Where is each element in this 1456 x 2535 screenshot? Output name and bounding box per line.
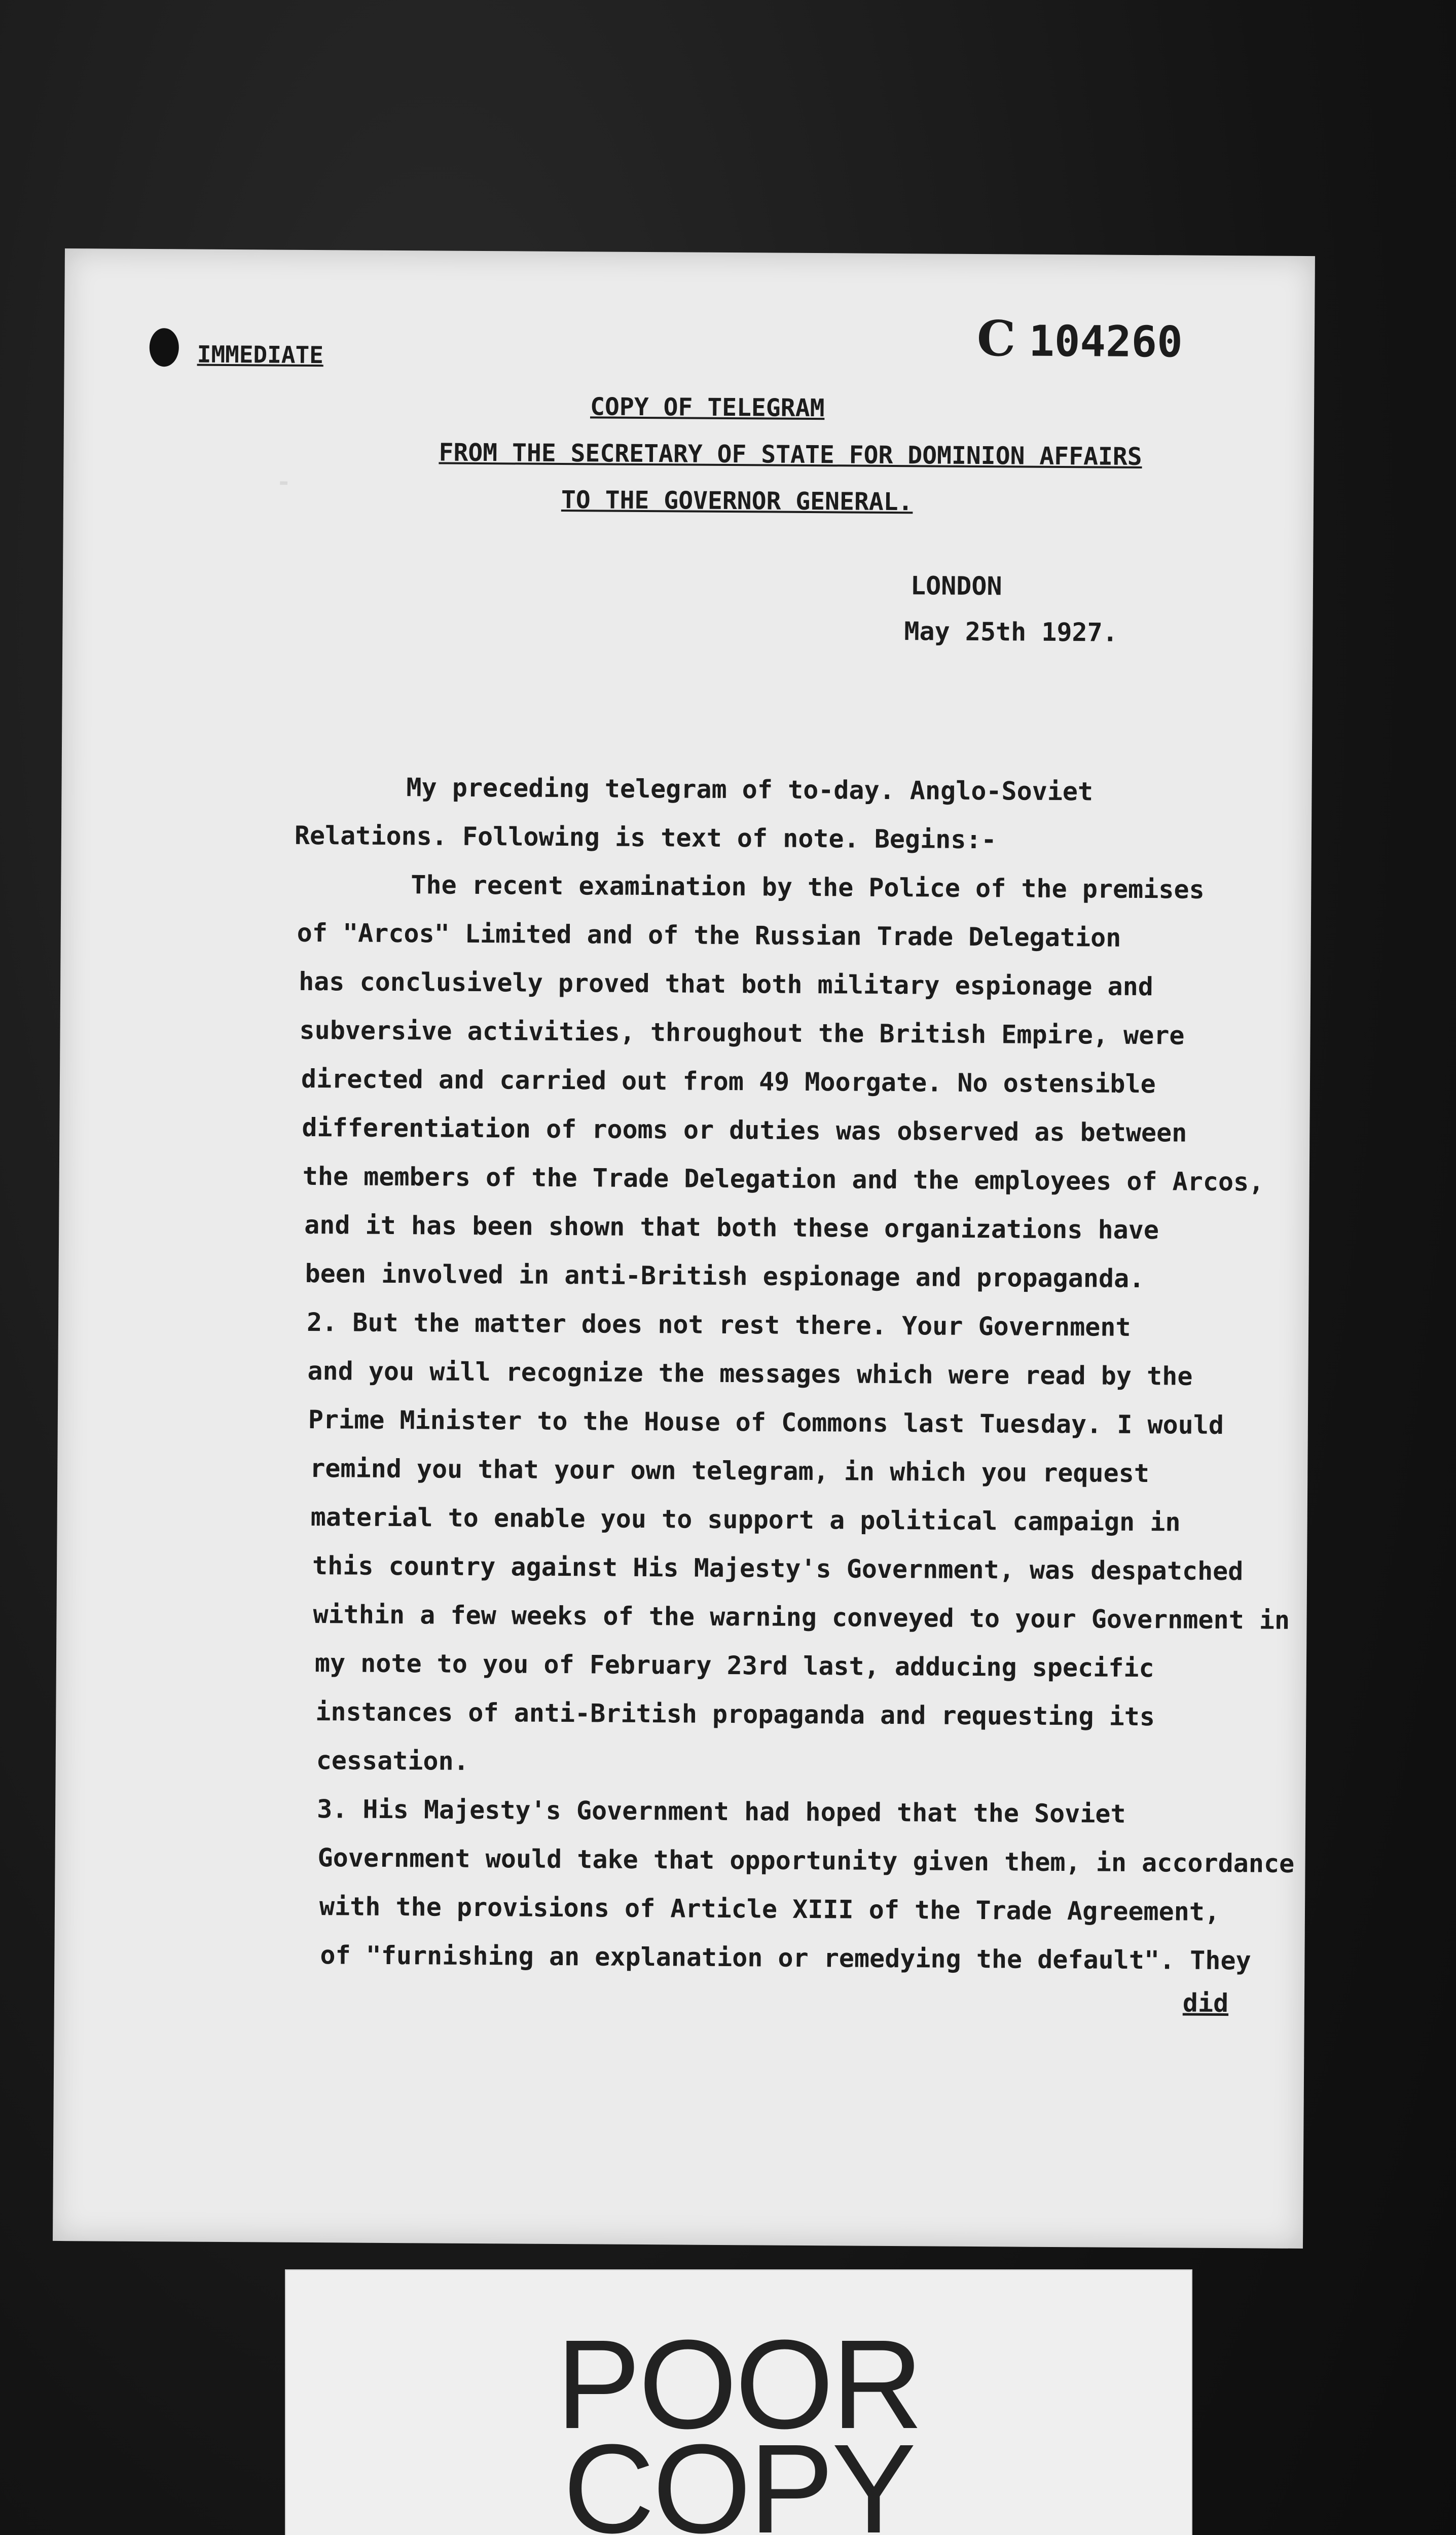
poor-copy-line-1: POOR: [556, 2313, 922, 2455]
body-line: remind you that your own telegram, in which you request: [310, 1453, 1150, 1489]
body-line: 2. But the matter does not rest there. Your Government: [306, 1307, 1131, 1342]
body-line: my note to you of February 23rd last, adducing specific: [314, 1648, 1154, 1683]
body-line: cessation.: [316, 1746, 469, 1776]
body-line: of "furnishing an explanation or remedying the default". They: [320, 1940, 1251, 1976]
body-line: differentiation of rooms or duties was observed as between: [302, 1112, 1187, 1148]
bleed-through-text: -: [276, 467, 292, 496]
telegram-date: May 25th 1927.: [904, 617, 1118, 647]
file-number-prefix: C: [976, 309, 1016, 368]
body-line: with the provisions of Article XIII of the Trade Agreement,: [319, 1892, 1220, 1927]
heading-line-3: TO THE GOVERNOR GENERAL.: [561, 485, 913, 517]
heading-line-1: COPY OF TELEGRAM: [590, 392, 825, 423]
body-line: Prime Minister to the House of Commons last Tuesday. I would: [308, 1404, 1224, 1440]
body-line: My preceding telegram of to-day. Anglo-Soviet: [406, 773, 1094, 807]
body-line: The recent examination by the Police of the premises: [411, 870, 1205, 904]
poor-copy-line-2: COPY: [563, 2418, 915, 2535]
sender-location: LONDON: [910, 571, 1002, 601]
body-line: 3. His Majesty's Government had hoped that the Soviet: [317, 1794, 1126, 1829]
body-line: this country against His Majesty's Government, was despatched: [312, 1551, 1244, 1586]
continuation-word: did: [1182, 1988, 1229, 2018]
body-line: and it has been shown that both these organizations have: [304, 1210, 1159, 1245]
file-number-digits: 104260: [1029, 316, 1183, 367]
body-line: instances of anti-British propaganda and requesting its: [315, 1697, 1155, 1732]
body-line: Government would take that opportunity given them, in accordance: [317, 1843, 1295, 1878]
punch-hole: [150, 328, 179, 367]
file-number: [977, 310, 1183, 368]
telegram-page: [53, 248, 1315, 2249]
body-line: material to enable you to support a political campaign in: [310, 1502, 1181, 1537]
priority-marking: IMMEDIATE: [197, 340, 324, 369]
poor-copy-label: [285, 2269, 1192, 2535]
body-line: and you will recognize the messages which were read by the: [307, 1356, 1193, 1391]
body-line: been involved in anti-British espionage and propaganda.: [305, 1258, 1145, 1294]
heading-line-2: FROM THE SECRETARY OF STATE FOR DOMINION AFFAIRS: [439, 438, 1142, 471]
body-line: Relations. Following is text of note. Begins:-: [294, 820, 997, 855]
body-line: within a few weeks of the warning conveyed to your Government in: [313, 1600, 1290, 1635]
body-line: directed and carried out from 49 Moorgate. No ostensible: [301, 1064, 1156, 1099]
body-line: the members of the Trade Delegation and the employees of Arcos,: [302, 1161, 1264, 1197]
body-line: subversive activities, throughout the British Empire, were: [299, 1015, 1185, 1051]
body-line: of "Arcos" Limited and of the Russian Trade Delegation: [297, 918, 1121, 953]
body-line: has conclusively proved that both military espionage and: [298, 966, 1154, 1002]
